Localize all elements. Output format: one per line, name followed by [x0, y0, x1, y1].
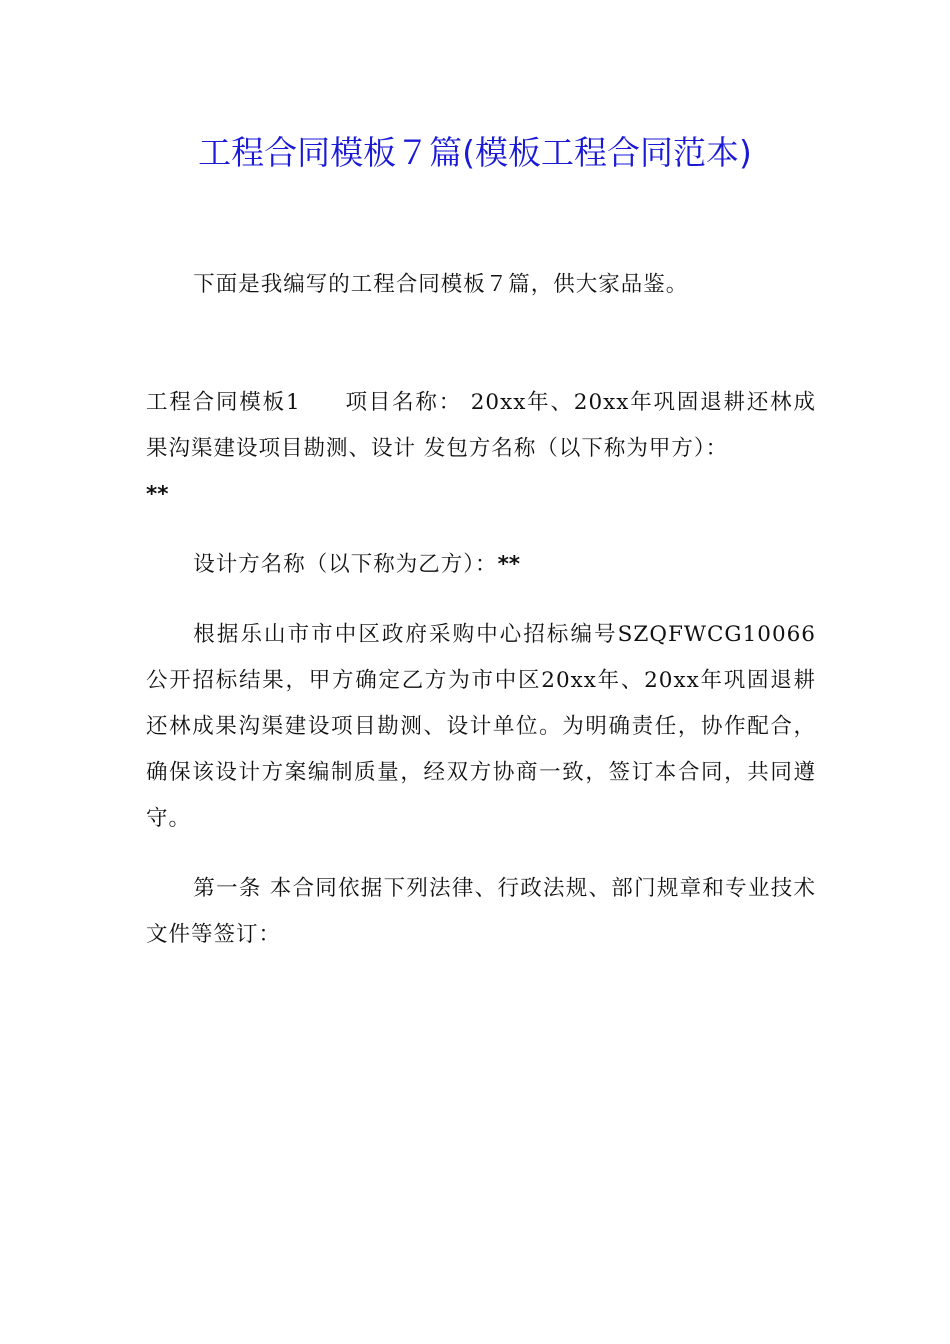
- section-heading: 工程合同模板1: [146, 390, 301, 415]
- intro-paragraph: 下面是我编写的工程合同模板７篇，供大家品鉴。: [193, 272, 689, 297]
- document-body: [146, 262, 816, 982]
- party-b-label: 设计方名称（以下称为乙方）：: [193, 552, 498, 577]
- project-paragraph: [146, 380, 816, 518]
- party-a-value: **: [146, 482, 169, 507]
- party-b-paragraph: [146, 542, 816, 588]
- basis-paragraph: 根据乐山市市中区政府采购中心招标编号SZQFWCG10066公开招标结果，甲方确定乙方为市中区20xx年、20xx年巩固退耕还林成果沟渠建设项目勘测、设计单位。为明确责任，协作配合，确保该设计方案编制质量，经双方协商一致，签订本合同，共同遵守。: [146, 622, 816, 831]
- party-b-value: **: [497, 552, 521, 577]
- document-title: 工程合同模板７篇(模板工程合同范本): [198, 133, 752, 172]
- project-line: 项目名称： 20xx年、20xx年巩固退耕还林成果沟渠建设项目勘测、设计 发包方名称（以下称为甲方）：: [146, 390, 816, 461]
- article-1-paragraph: 第一条 本合同依据下列法律、行政法规、部门规章和专业技术文件等签订：: [146, 876, 816, 947]
